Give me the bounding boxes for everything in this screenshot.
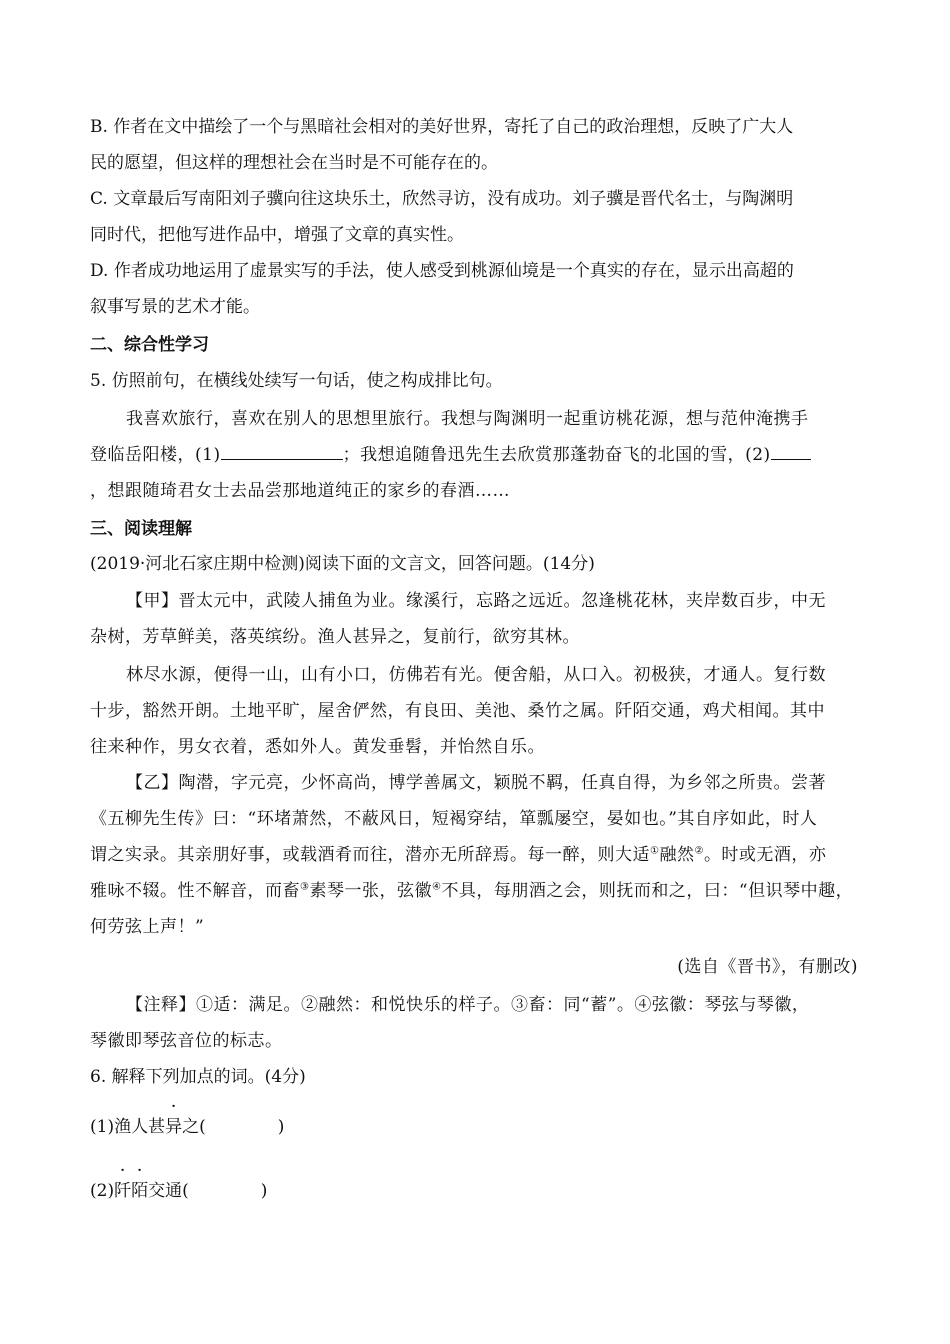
q4-option-b-line1: B. 作者在文中描绘了一个与黑暗社会相对的美好世界，寄托了自己的政治理想，反映了广大人 xyxy=(90,117,794,137)
passage-jia-line1: 【甲】晋太元中，武陵人捕鱼为业。缘溪行，忘路之远近。忽逢桃花林，夹岸数百步，中无 xyxy=(126,591,826,611)
q5-text-b: ；我想追随鲁迅先生去欣赏那蓬勃奋飞的北国的雪，(2) xyxy=(342,445,771,465)
q5-blank-1[interactable] xyxy=(221,442,343,460)
passage-yi-line5: 何劳弦上声！” xyxy=(90,917,205,937)
q5-text-a: 登临岳阳楼，(1) xyxy=(90,445,221,465)
passage-yi-line1: 【乙】陶潜，字元亮，少怀高尚，博学善属文，颖脱不羁，任真自得，为乡邻之所贵。尝著 xyxy=(126,773,826,793)
annotation-line2: 琴徽即琴弦音位的标志。 xyxy=(90,1031,283,1051)
q6-item1-close: ) xyxy=(277,1117,285,1137)
q5-prompt: 5. 仿照前句，在横线处续写一句话，使之构成排比句。 xyxy=(90,371,503,391)
yi-line3-text-b: 融然 xyxy=(659,845,695,865)
passage-yi-line4 xyxy=(90,876,853,901)
q5-blank-2[interactable] xyxy=(771,442,811,460)
q6-item1-text-a: (1)渔人甚 xyxy=(90,1117,166,1137)
footnote-marker-2: ② xyxy=(694,845,704,857)
reading-intro: (2019·河北石家庄期中检测)阅读下面的文言文，回答问题。(14分) xyxy=(90,554,595,574)
q5-passage-line3: ，想跟随琦君女士去品尝那地道纯正的家乡的春酒…… xyxy=(90,481,510,501)
footnote-marker-1: ① xyxy=(650,845,660,857)
passage-jia-line2: 杂树，芳草鲜美，落英缤纷。渔人甚异之，复前行，欲穷其林。 xyxy=(90,627,580,647)
q5-passage-line1: 我喜欢旅行，喜欢在别人的思想里旅行。我想与陶渊明一起重访桃花源，想与范仲淹携手 xyxy=(126,409,809,429)
dotted-word-qian: 阡 xyxy=(114,1181,132,1201)
q6-item2-text-b: 交通( xyxy=(148,1181,189,1201)
passage-yi-line3 xyxy=(90,840,826,865)
q5-passage-line2 xyxy=(90,440,811,465)
annotation-line1: 【注释】①适：满足。②融然：和悦快乐的样子。③畜：同“蓄”。④弦徽：琴弦与琴徽， xyxy=(126,995,810,1015)
footnote-marker-3: ③ xyxy=(300,881,310,893)
q6-item-1 xyxy=(90,1112,284,1137)
yi-line4-text-b: 素琴一张，弦徽 xyxy=(309,881,432,901)
q4-option-c-line1: C. 文章最后写南阳刘子骥向往这块乐土，欣然寻访，没有成功。刘子骥是晋代名士，与陶渊明 xyxy=(90,189,794,209)
yi-line4-text-a: 雅咏不辍。性不解音，而畜 xyxy=(90,881,300,901)
passage-jia-line4: 十步，豁然开朗。土地平旷，屋舍俨然，有良田、美池、桑竹之属。阡陌交通，鸡犬相闻。其中 xyxy=(90,701,825,721)
q6-item-2 xyxy=(90,1176,267,1201)
q4-option-d-line1: D. 作者成功地运用了虚景实写的手法，使人感受到桃源仙境是一个真实的存在，显示出高超的 xyxy=(90,261,794,281)
q4-option-d-line2: 叙事写景的艺术才能。 xyxy=(90,297,260,317)
q6-prompt: 6. 解释下列加点的词。(4分) xyxy=(90,1067,306,1087)
passage-jia-line3: 林尽水源，便得一山，山有小口，仿佛若有光。便舍船，从口入。初极狭，才通人。复行数 xyxy=(126,665,826,685)
section-2-heading: 二、综合性学习 xyxy=(90,335,209,355)
yi-line3-text-a: 谓之实录。其亲朋好事，或载酒肴而往，潜亦无所辞焉。每一醉，则大适 xyxy=(90,845,650,865)
yi-line3-text-c: 。时或无酒，亦 xyxy=(703,845,827,865)
q6-item2-text-a: (2) xyxy=(90,1181,115,1201)
dotted-word-mo: 陌 xyxy=(131,1181,149,1201)
passage-source: (选自《晋书》，有删改) xyxy=(677,957,858,977)
yi-line4-text-c: 不具，每朋酒之会，则抚而和之，曰：“但识琴中趣， xyxy=(441,881,854,901)
q6-item1-text-b: 之( xyxy=(182,1117,206,1137)
dotted-word-yi: 异 xyxy=(165,1117,183,1137)
q6-item2-close: ) xyxy=(260,1181,268,1201)
passage-jia-line5: 往来种作，男女衣着，悉如外人。黄发垂髫，并怡然自乐。 xyxy=(90,737,545,757)
q4-option-c-line2: 同时代，把他写进作品中，增强了文章的真实性。 xyxy=(90,225,464,245)
q4-option-b-line2: 民的愿望，但这样的理想社会在当时是不可能存在的。 xyxy=(90,153,498,173)
footnote-marker-4: ④ xyxy=(431,881,442,893)
section-3-heading: 三、阅读理解 xyxy=(90,519,192,539)
passage-yi-line2: 《五柳先生传》曰：“环堵萧然，不蔽风日，短褐穿结，箪瓢屡空，晏如也。”其自序如此，时人 xyxy=(90,809,818,829)
